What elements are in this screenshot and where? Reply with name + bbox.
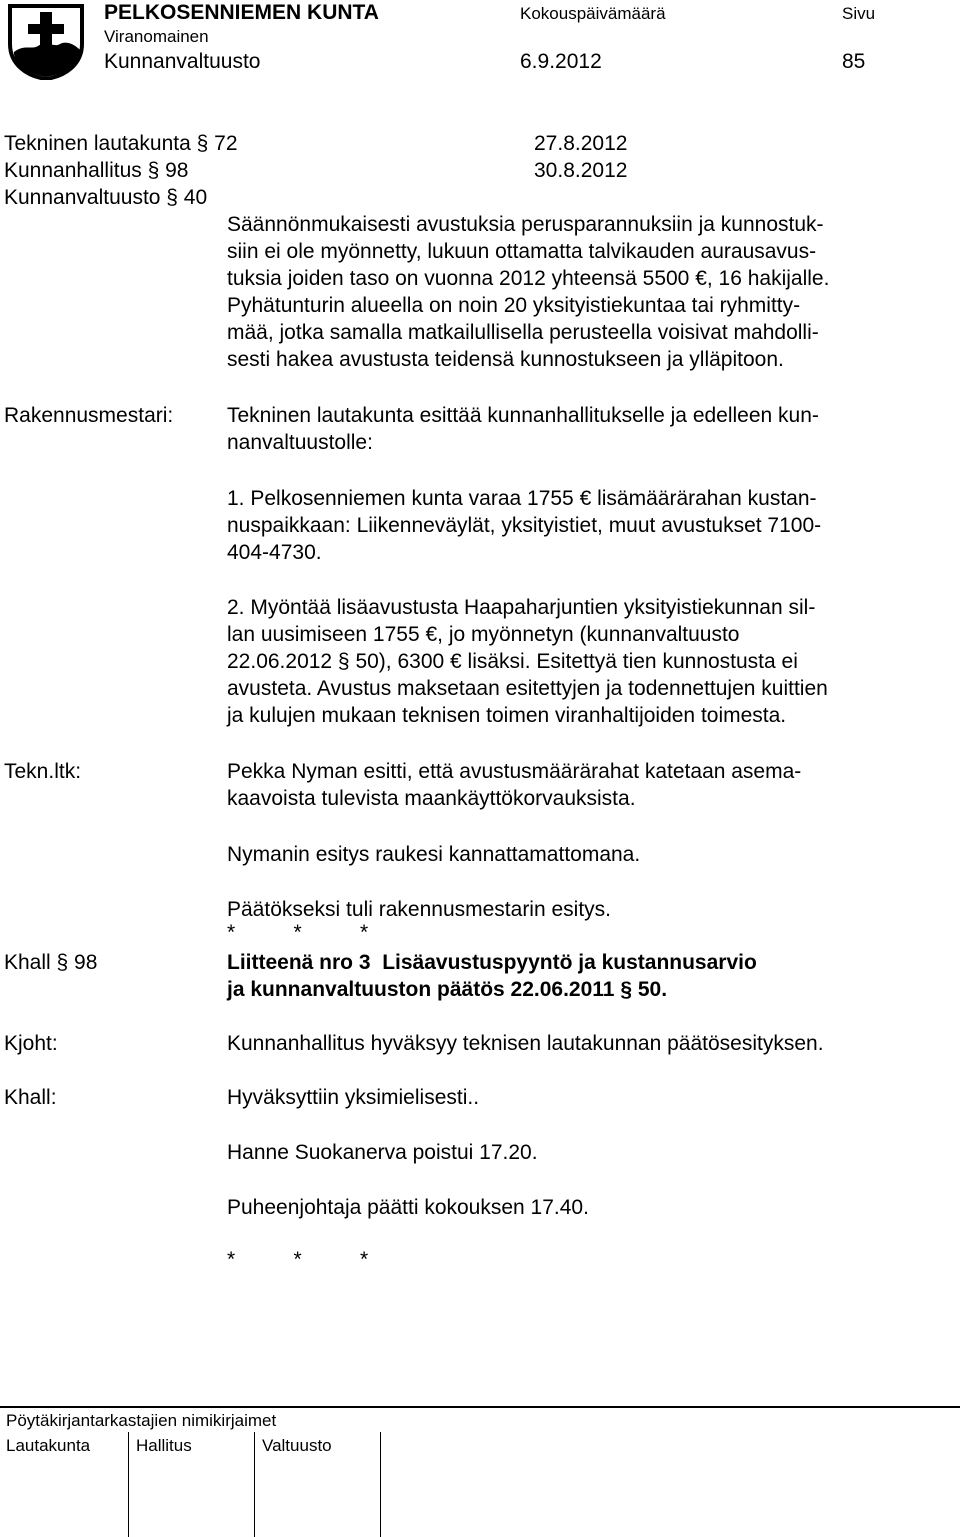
authority-value: Kunnanvaltuusto: [104, 50, 261, 73]
text-line: sesti hakea avustusta teidensä kunnostukseen ja ylläpitoon.: [227, 348, 784, 371]
section-label: Tekn.ltk:: [4, 760, 82, 783]
text-line: lan uusimiseen 1755 €, jo myönnetyn (kunnanvaltuusto: [227, 623, 740, 646]
meeting-date: 6.9.2012: [520, 50, 602, 73]
history-body: Kunnanhallitus § 98: [4, 159, 189, 182]
text-line: mää, jotka samalla matkailullisella perusteella voisivat mahdolli-: [227, 321, 819, 344]
text-line: nanvaltuustolle:: [227, 431, 373, 454]
coat-of-arms-logo: [6, 4, 86, 80]
footer-title: Pöytäkirjantarkastajien nimikirjaimet: [6, 1411, 277, 1430]
text-line: kaavoista tulevista maankäyttökorvauksista.: [227, 787, 636, 810]
municipality-name: PELKOSENNIEMEN KUNTA: [104, 1, 379, 24]
text-line: 22.06.2012 § 50), 6300 € lisäksi. Esitettyä tien kunnostusta ei: [227, 650, 798, 673]
history-body: Tekninen lautakunta § 72: [4, 132, 238, 155]
text-line: nuspaikkaan: Liikenneväylät, yksityistiet, muut avustukset 7100-: [227, 514, 822, 537]
page-label: Sivu: [842, 4, 876, 23]
text-line: Nymanin esitys raukesi kannattamattomana.: [227, 843, 641, 866]
section-label: Rakennusmestari:: [4, 404, 174, 427]
separator-stars: * * *: [227, 1248, 369, 1271]
section-label: Khall § 98: [4, 951, 98, 974]
text-line: 1. Pelkosenniemen kunta varaa 1755 € lisämäärärahan kustan-: [227, 487, 817, 510]
text-line: Kunnanhallitus hyväksyy teknisen lautakunnan päätösesityksen.: [227, 1032, 824, 1055]
separator-stars: * * *: [227, 921, 369, 944]
footer-col-valtuusto: Valtuusto: [262, 1436, 332, 1455]
section-label: Khall:: [4, 1086, 57, 1109]
footer-top-rule: [0, 1406, 960, 1408]
text-line: Puheenjohtaja päätti kokouksen 17.40.: [227, 1196, 589, 1219]
page-number: 85: [842, 50, 866, 73]
text-line: Pekka Nyman esitti, että avustusmäärärahat katetaan asema-: [227, 760, 802, 783]
footer-divider: [254, 1432, 255, 1537]
history-date: 30.8.2012: [534, 159, 628, 182]
text-line: Pyhätunturin alueella on noin 20 yksityistiekuntaa tai ryhmitty-: [227, 294, 801, 317]
footer-divider: [128, 1432, 129, 1537]
text-line: 2. Myöntää lisäavustusta Haapaharjuntien yksityistiekunnan sil-: [227, 596, 816, 619]
text-line: Päätökseksi tuli rakennusmestarin esitys.: [227, 898, 611, 921]
footer-divider: [380, 1432, 381, 1537]
text-line: avusteta. Avustus maksetaan esitettyjen ja todennettujen kuittien: [227, 677, 828, 700]
footer-col-hallitus: Hallitus: [136, 1436, 192, 1455]
text-line: tuksia joiden taso on vuonna 2012 yhteensä 5500 €, 16 hakijalle.: [227, 267, 830, 290]
text-line: siin ei ole myönnetty, lukuun ottamatta talvikauden aurausavus-: [227, 240, 817, 263]
history-body: Kunnanvaltuusto § 40: [4, 186, 208, 209]
history-date: 27.8.2012: [534, 132, 628, 155]
text-line: Tekninen lautakunta esittää kunnanhallitukselle ja edelleen kun-: [227, 404, 819, 427]
text-line: Hyväksyttiin yksimielisesti..: [227, 1086, 480, 1109]
authority-label: Viranomainen: [104, 27, 209, 46]
text-line: Hanne Suokanerva poistui 17.20.: [227, 1141, 538, 1164]
footer-col-lautakunta: Lautakunta: [6, 1436, 91, 1455]
text-line: 404-4730.: [227, 541, 322, 564]
section-label: Kjoht:: [4, 1032, 58, 1055]
text-line: ja kulujen mukaan teknisen toimen viranhaltijoiden toimesta.: [227, 704, 787, 727]
text-line: Säännönmukaisesti avustuksia perusparannuksiin ja kunnostuk-: [227, 213, 824, 236]
attachment-line: Liitteenä nro 3 Lisäavustuspyyntö ja kustannusarvio: [227, 951, 757, 974]
attachment-line: ja kunnanvaltuuston päätös 22.06.2011 § 50.: [227, 978, 668, 1001]
date-label: Kokouspäivämäärä: [520, 4, 666, 23]
